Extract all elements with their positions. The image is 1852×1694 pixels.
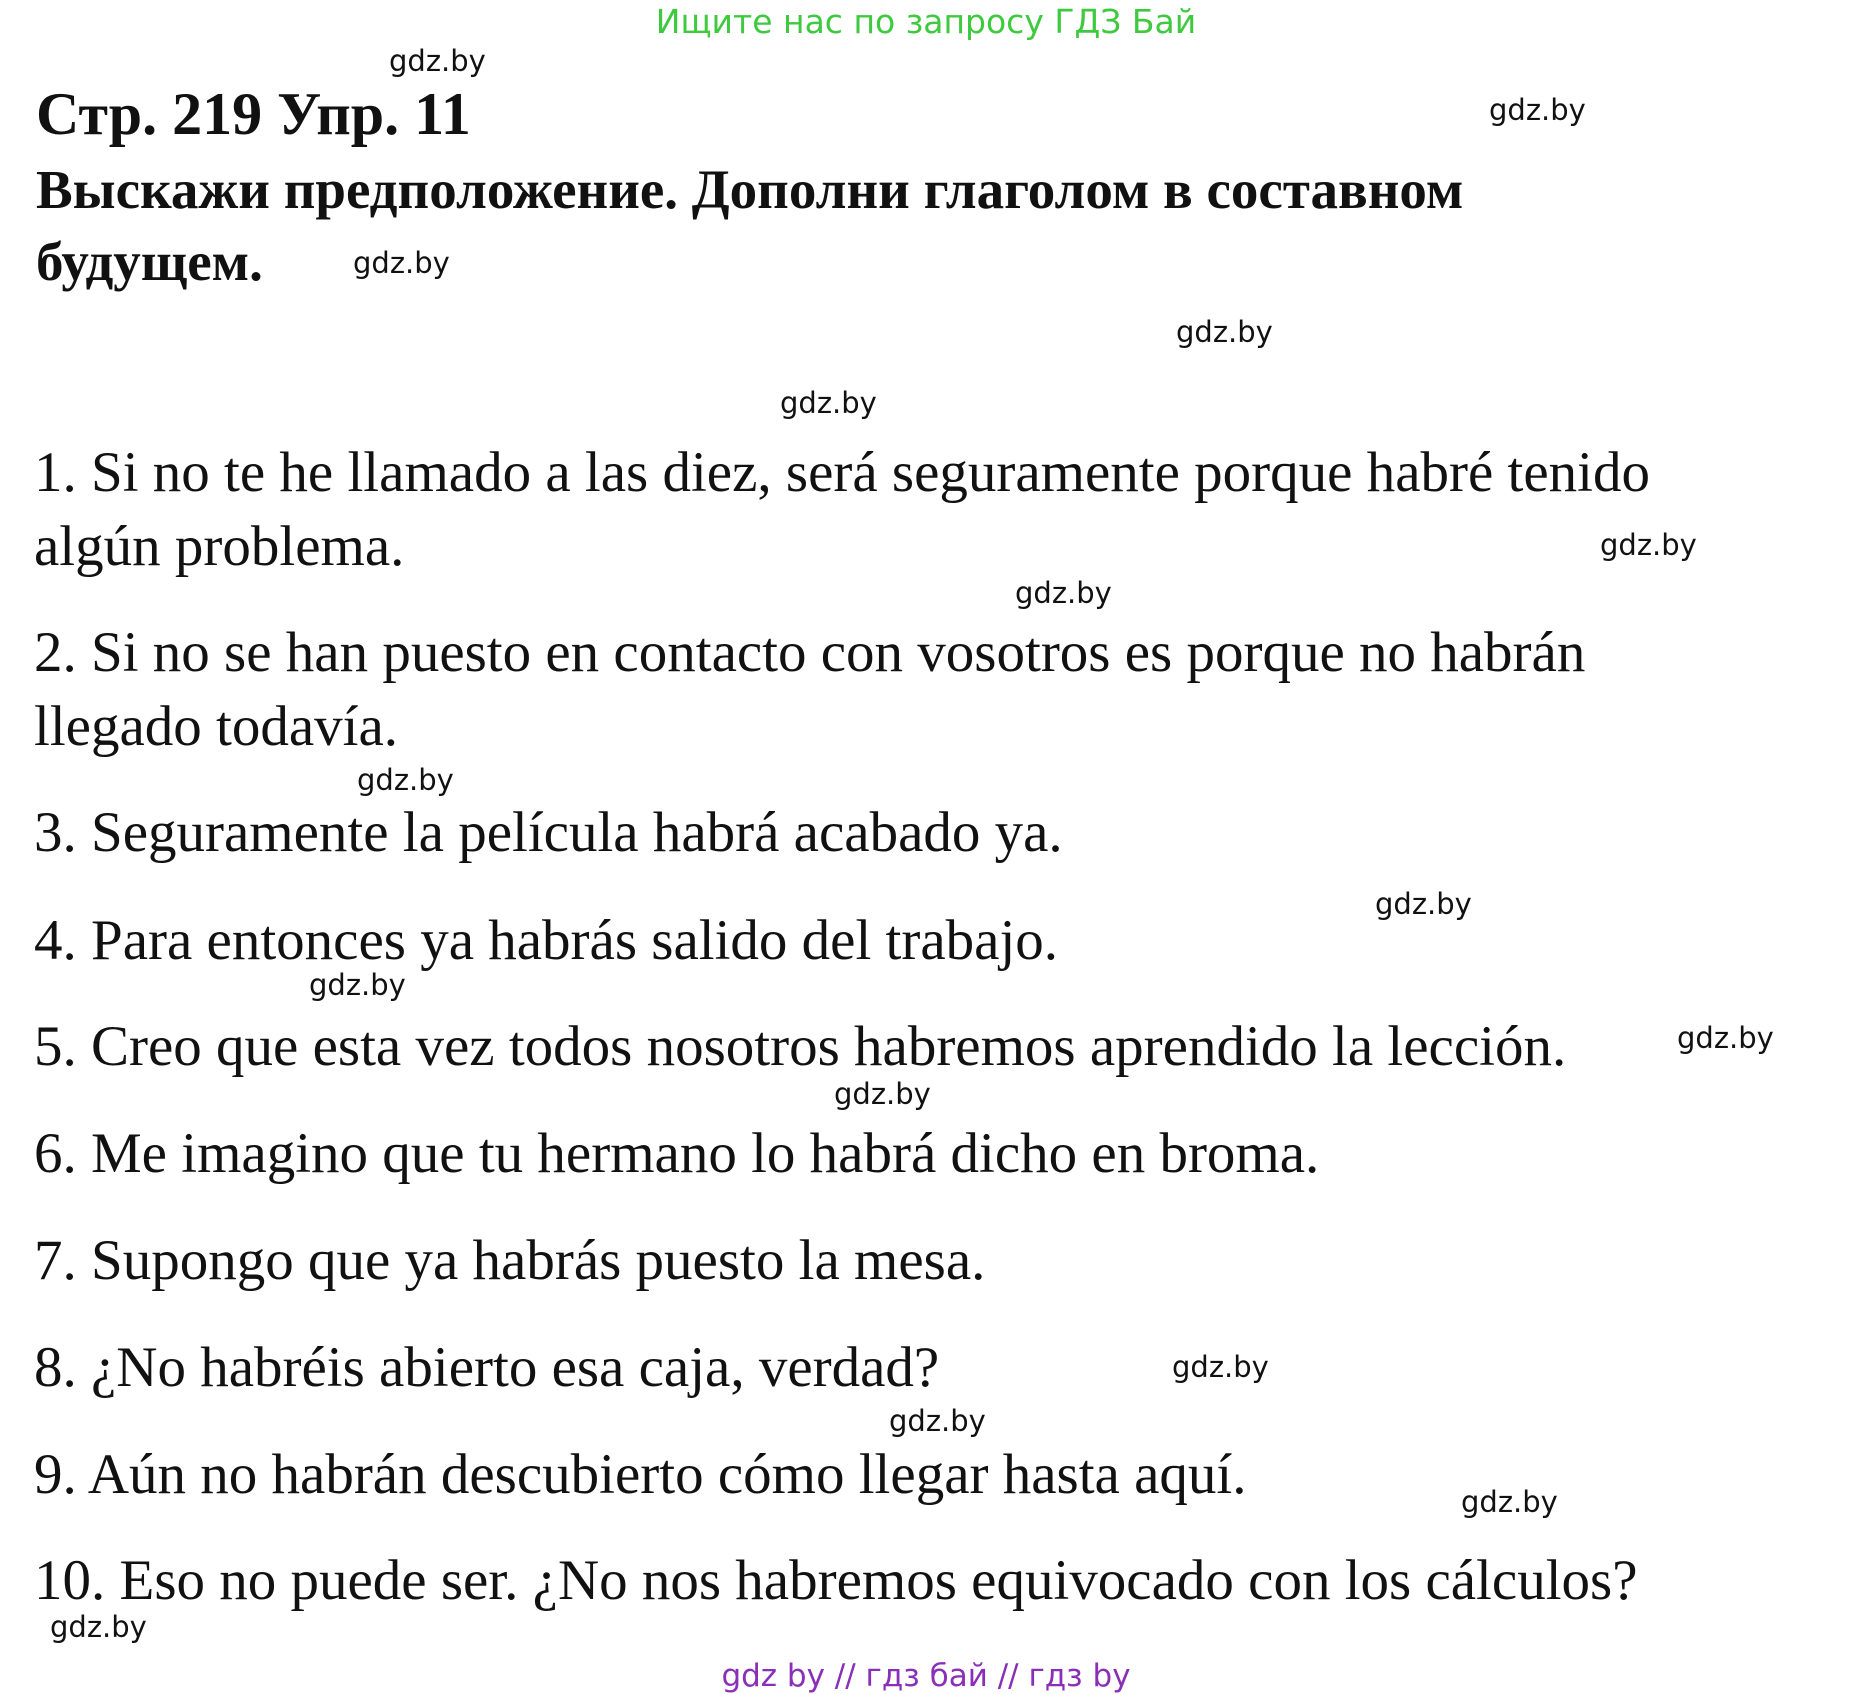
watermark: gdz.by: [357, 763, 454, 797]
answer-7: 7. Supongo que ya habrás puesto la mesa.: [34, 1229, 986, 1292]
watermark: gdz.by: [1489, 93, 1586, 127]
answer-3: 3. Seguramente la película habrá acabado ya.: [34, 801, 1063, 864]
answer-2-line-2: llegado todavía.: [34, 695, 399, 758]
answer-5: 5. Creo que esta vez todos nosotros habremos aprendido la lección.: [34, 1015, 1567, 1078]
answer-10: 10. Eso no puede ser. ¿No nos habremos equivocado con los cálculos?: [34, 1549, 1638, 1612]
watermark: gdz.by: [834, 1077, 931, 1111]
watermark: gdz.by: [353, 246, 450, 280]
task-instruction-line-1: Выскажи предположение. Дополни глаголом в составном: [36, 159, 1464, 220]
answer-4: 4. Para entonces ya habrás salido del trabajo.: [34, 909, 1059, 972]
answer-6: 6. Me imagino que tu hermano lo habrá dicho en broma.: [34, 1122, 1320, 1185]
watermark: gdz.by: [1677, 1021, 1774, 1055]
watermark: gdz.by: [1015, 576, 1112, 610]
watermark: gdz.by: [889, 1404, 986, 1438]
answer-8: 8. ¿No habréis abierto esa caja, verdad?: [34, 1336, 940, 1399]
search-hint-banner: Ищите нас по запросу ГДЗ Бай: [655, 2, 1197, 41]
watermark: gdz.by: [1172, 1350, 1269, 1384]
watermark: gdz.by: [1461, 1485, 1558, 1519]
task-instruction-line-2: будущем.: [36, 231, 263, 292]
footer-links: gdz by // гдз бай // гдз by: [721, 1658, 1131, 1694]
watermark: gdz.by: [50, 1610, 147, 1644]
answer-2-line-1: 2. Si no se han puesto en contacto con vosotros es porque no habrán: [34, 621, 1586, 684]
watermark: gdz.by: [1600, 528, 1697, 562]
watermark: gdz.by: [1375, 887, 1472, 921]
page-title: Стр. 219 Упр. 11: [36, 81, 471, 147]
watermark: gdz.by: [309, 968, 406, 1002]
watermark: gdz.by: [780, 386, 877, 420]
answer-9: 9. Aún no habrán descubierto cómo llegar hasta aquí.: [34, 1443, 1247, 1506]
watermark: gdz.by: [389, 44, 486, 78]
answer-1-line-2: algún problema.: [34, 515, 405, 578]
watermark: gdz.by: [1176, 315, 1273, 349]
answer-1-line-1: 1. Si no te he llamado a las diez, será seguramente porque habré tenido: [34, 441, 1651, 504]
